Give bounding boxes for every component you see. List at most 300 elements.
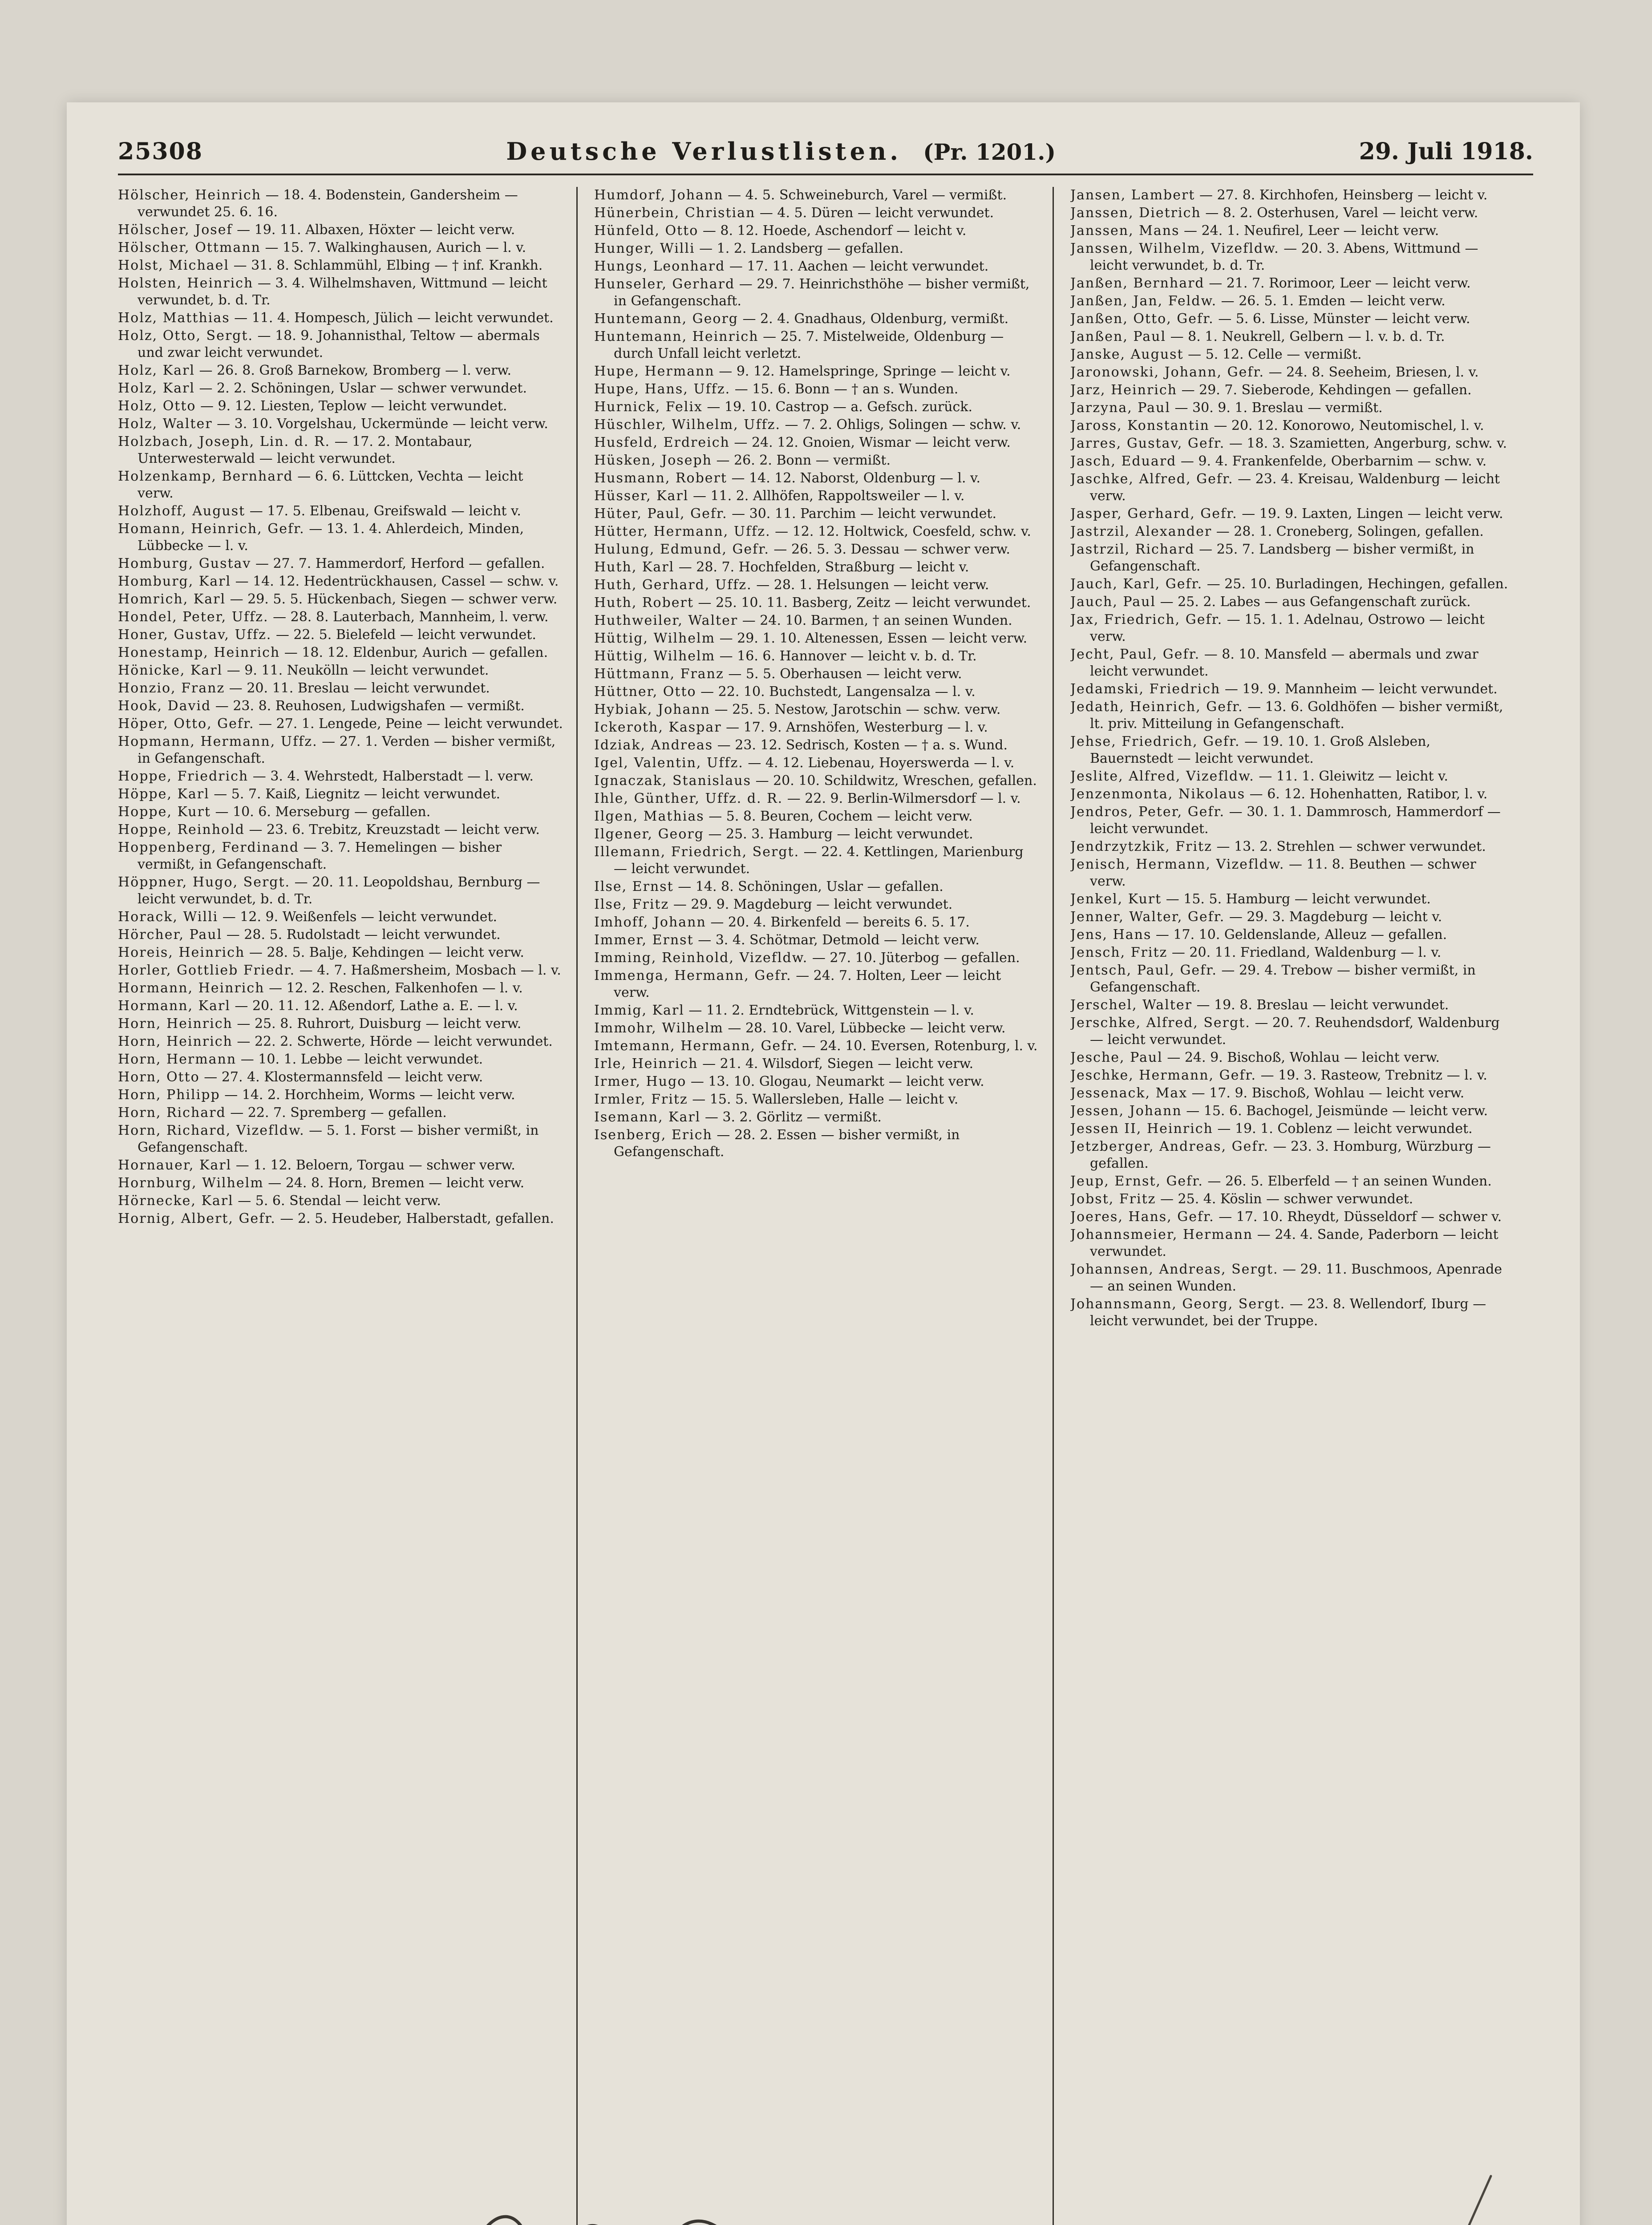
- casualty-details: — 17. 10. Rheydt, Düsseldorf — schwer v.: [1219, 1209, 1502, 1225]
- casualty-entry: [1070, 453, 1515, 470]
- soldier-name: Horn, Heinrich: [118, 1016, 233, 1032]
- casualty-entry: [594, 1038, 1039, 1055]
- soldier-name: Huthweiler, Walter: [594, 613, 738, 628]
- casualty-entry: [118, 874, 563, 908]
- soldier-name: Hondel, Peter, Uffz.: [118, 609, 269, 625]
- page-number: 25308: [118, 138, 203, 165]
- soldier-name: Homburg, Karl: [118, 574, 231, 589]
- soldier-name: Hornburg, Wilhelm: [118, 1175, 264, 1191]
- casualty-entry: [118, 433, 563, 467]
- casualty-details: — 12. 2. Reschen, Falkenhofen — l. v.: [269, 980, 523, 996]
- casualty-entry: [594, 755, 1039, 772]
- casualty-details: — 23. 4. Kreisau, Waldenburg — leicht verw.: [1090, 471, 1500, 504]
- casualty-details: — 15. 6. Bachogel, Jeismünde — leicht verw.: [1186, 1103, 1488, 1119]
- soldier-name: Imtemann, Hermann, Gefr.: [594, 1038, 798, 1054]
- casualty-entry: [1070, 523, 1515, 540]
- casualty-entry: [1070, 804, 1515, 837]
- soldier-name: Janßen, Otto, Gefr.: [1070, 311, 1214, 327]
- casualty-entry: [1070, 997, 1515, 1014]
- casualty-entry: [1070, 1226, 1515, 1260]
- soldier-name: Hoppenberg, Ferdinand: [118, 840, 300, 855]
- casualty-details: — 25. 3. Hamburg — leicht verwundet.: [708, 826, 973, 842]
- casualty-entry: [1070, 1191, 1515, 1208]
- casualty-entry: [118, 768, 563, 785]
- casualty-entry: [594, 878, 1039, 895]
- soldier-name: Homann, Heinrich, Gefr.: [118, 521, 305, 537]
- casualty-entry: [1070, 1261, 1515, 1295]
- casualty-details: — 5. 12. Celle — vermißt.: [1188, 347, 1362, 362]
- casualty-entry: [1070, 400, 1515, 417]
- casualty-details: — 25. 10. 11. Basberg, Zeitz — leicht verwundet.: [698, 595, 1031, 611]
- casualty-details: — 29. 11. Buschmoos, Apenrade — an seinen Wunden.: [1090, 1262, 1502, 1294]
- casualty-details: — 5. 6. Stendal — leicht verw.: [238, 1193, 441, 1209]
- casualty-entry: [594, 896, 1039, 913]
- casualty-details: — 24. 9. Bischoß, Wohlau — leicht verw.: [1167, 1050, 1440, 1065]
- soldier-name: Jendrzytzkik, Fritz: [1070, 839, 1212, 854]
- soldier-name: Jaronowski, Johann, Gefr.: [1070, 364, 1265, 380]
- casualty-details: — 14. 12. Hedentrückhausen, Cassel — schw. v.: [235, 574, 559, 589]
- casualty-entry: [118, 398, 563, 415]
- casualty-details: — 23. 3. Homburg, Würzburg — gefallen.: [1090, 1139, 1491, 1171]
- casualty-details: — 15. 1. 1. Adelnau, Ostrowo — leicht verw.: [1090, 612, 1485, 644]
- casualty-entry: [118, 328, 563, 361]
- casualty-entry: [1070, 944, 1515, 961]
- casualty-details: — 21. 4. Wilsdorf, Siegen — leicht verw.: [702, 1056, 974, 1072]
- casualty-details: — 5. 8. Beuren, Cochem — leicht verw.: [709, 809, 973, 824]
- casualty-entry: [1070, 240, 1515, 274]
- casualty-entry: [1070, 838, 1515, 855]
- casualty-details: — 20. 11. Breslau — leicht verwundet.: [229, 680, 490, 696]
- casualty-details: — 3. 2. Görlitz — vermißt.: [705, 1109, 882, 1125]
- casualty-details: — 2. 4. Gnadhaus, Oldenburg, vermißt.: [742, 311, 1009, 327]
- casualty-entry: [594, 363, 1039, 380]
- casualty-entry: [594, 790, 1039, 807]
- casualty-details: — 6. 12. Hohenhatten, Ratibor, l. v.: [1249, 786, 1488, 802]
- soldier-name: Huth, Robert: [594, 595, 694, 611]
- soldier-name: Hünfeld, Otto: [594, 223, 699, 239]
- casualty-details: — 29. 9. Magdeburg — leicht verwundet.: [673, 897, 953, 912]
- casualty-entry: [118, 1104, 563, 1121]
- casualty-details: — 8. 1. Neukrell, Gelbern — l. v. b. d. Tr.: [1170, 329, 1445, 344]
- soldier-name: Hönicke, Karl: [118, 663, 223, 678]
- casualty-details: — 4. 7. Haßmersheim, Mosbach — l. v.: [299, 963, 561, 978]
- casualty-details: — 27. 1. Lengede, Peine — leicht verwundet.: [259, 716, 563, 732]
- casualty-details: — 28. 5. Balje, Kehdingen — leicht verw.: [249, 945, 524, 960]
- casualty-entry: [1070, 506, 1515, 522]
- casualty-details: — 17. 10. Geldenslande, Alleuz — gefallen.: [1155, 927, 1447, 943]
- casualty-details: — 1. 12. Beloern, Torgau — schwer verw.: [235, 1157, 515, 1173]
- soldier-name: Jedamski, Friedrich: [1070, 681, 1221, 697]
- casualty-entry: [1070, 594, 1515, 611]
- issue-number: (Pr. 1201.): [923, 139, 1056, 165]
- casualty-entry: [594, 452, 1039, 469]
- casualty-entry: [118, 662, 563, 679]
- casualty-entry: [1070, 1103, 1515, 1120]
- casualty-details: — 24. 4. Sande, Paderborn — leicht verwundet.: [1090, 1227, 1498, 1259]
- soldier-name: Jeup, Ernst, Gefr.: [1070, 1173, 1203, 1189]
- casualty-entry: [594, 205, 1039, 222]
- soldier-name: Jenisch, Hermann, Vizefldw.: [1070, 857, 1285, 872]
- soldier-name: Homburg, Gustav: [118, 556, 251, 571]
- casualty-entry: [118, 1069, 563, 1086]
- casualty-entry: [594, 630, 1039, 647]
- casualty-details: — 20. 3. Abens, Wittmund — leicht verwundet, b. d. Tr.: [1090, 241, 1478, 273]
- casualty-details: — 25. 7. Mistelweide, Oldenburg — durch Unfall leicht verletzt.: [614, 329, 1004, 361]
- casualty-details: — 11. 2. Erndtebrück, Wittgenstein — l. v.: [688, 1003, 974, 1018]
- casualty-entry: [594, 932, 1039, 949]
- soldier-name: Jenner, Walter, Gefr.: [1070, 909, 1225, 925]
- casualty-details: — 8. 10. Mansfeld — abermals und zwar leicht verwundet.: [1090, 647, 1478, 679]
- casualty-entry: [594, 1002, 1039, 1019]
- casualty-details: — 27. 7. Hammerdorf, Herford — gefallen.: [255, 556, 545, 571]
- soldier-name: Immig, Karl: [594, 1003, 684, 1018]
- soldier-name: Jerschke, Alfred, Sergt.: [1070, 1015, 1251, 1031]
- soldier-name: Hütter, Hermann, Uffz.: [594, 524, 771, 539]
- soldier-name: Johannsmeier, Hermann: [1070, 1227, 1253, 1242]
- casualty-details: — 28. 8. Lauterbach, Mannheim, l. verw.: [273, 609, 549, 625]
- casualty-details: — 19. 1. Coblenz — leicht verwundet.: [1217, 1121, 1473, 1137]
- soldier-name: Irmler, Fritz: [594, 1092, 688, 1107]
- casualty-entry: [594, 276, 1039, 310]
- soldier-name: Illemann, Friedrich, Sergt.: [594, 844, 800, 860]
- casualty-entry: [594, 1073, 1039, 1090]
- casualty-entry: [118, 503, 563, 520]
- casualty-entry: [594, 1127, 1039, 1161]
- soldier-name: Höper, Otto, Gefr.: [118, 716, 255, 732]
- soldier-name: Hüter, Paul, Gefr.: [594, 506, 728, 522]
- casualty-entry: [118, 1193, 563, 1210]
- column-1: [118, 187, 563, 2225]
- casualty-details: — 24. 8. Horn, Bremen — leicht verw.: [268, 1175, 525, 1191]
- casualty-details: — 19. 9. Laxten, Lingen — leicht verw.: [1242, 506, 1503, 522]
- soldier-name: Jetzberger, Andreas, Gefr.: [1070, 1139, 1269, 1154]
- soldier-name: Jauch, Paul: [1070, 594, 1156, 610]
- casualty-entry: [1070, 435, 1515, 452]
- soldier-name: Jessen II, Heinrich: [1070, 1121, 1213, 1137]
- casualty-entry: [594, 719, 1039, 736]
- casualty-entry: [1070, 1049, 1515, 1066]
- soldier-name: Homrich, Karl: [118, 591, 226, 607]
- soldier-name: Höppe, Karl: [118, 786, 210, 802]
- casualty-details: — 17. 9. Bischoß, Wohlau — leicht verw.: [1191, 1085, 1465, 1101]
- casualty-details: — 22. 2. Schwerte, Hörde — leicht verwundet.: [237, 1034, 553, 1049]
- casualty-details: — 12. 9. Weißenfels — leicht verwundet.: [222, 909, 498, 925]
- casualty-entry: [118, 591, 563, 608]
- casualty-entry: [118, 716, 563, 732]
- casualty-entry: [118, 1033, 563, 1050]
- casualty-details: — 3. 10. Vorgelshau, Uckermünde — leicht verw.: [217, 416, 548, 432]
- soldier-name: Jedath, Heinrich, Gefr.: [1070, 699, 1243, 715]
- soldier-name: Jentsch, Paul, Gefr.: [1070, 963, 1217, 978]
- casualty-details: — 28. 10. Varel, Lübbecke — leicht verw.: [728, 1020, 1006, 1036]
- casualty-entry: [594, 328, 1039, 362]
- soldier-name: Holzenkamp, Bernhard: [118, 469, 293, 484]
- soldier-name: Hungs, Leonhard: [594, 259, 725, 274]
- pencil-scribble: [467, 2189, 734, 2225]
- casualty-details: — 23. 8. Wellendorf, Iburg — leicht verwundet, bei der Truppe.: [1090, 1296, 1486, 1329]
- soldier-name: Hunger, Willi: [594, 241, 695, 256]
- soldier-name: Janßen, Bernhard: [1070, 275, 1205, 291]
- casualty-details: — 10. 1. Lebbe — leicht verwundet.: [240, 1052, 483, 1067]
- casualty-entry: [1070, 611, 1515, 645]
- soldier-name: Huntemann, Heinrich: [594, 329, 759, 344]
- soldier-name: Hölscher, Ottmann: [118, 240, 261, 255]
- soldier-name: Hurnick, Felix: [594, 399, 703, 415]
- casualty-details: — 25. 10. Burladingen, Hechingen, gefallen.: [1207, 576, 1508, 592]
- casualty-details: — 18. 12. Eldenbur, Aurich — gefallen.: [284, 645, 548, 660]
- soldier-name: Immenga, Hermann, Gefr.: [594, 968, 792, 983]
- soldier-name: Hüttig, Wilhelm: [594, 648, 716, 664]
- soldier-name: Jecht, Paul, Gefr.: [1070, 647, 1200, 662]
- casualty-details: — 22. 9. Berlin-Wilmersdorf — l. v.: [787, 791, 1021, 806]
- casualty-entry: [118, 573, 563, 590]
- soldier-name: Holz, Otto, Sergt.: [118, 328, 253, 344]
- soldier-name: Jessen, Johann: [1070, 1103, 1182, 1119]
- casualty-details: — 13. 2. Strehlen — schwer verwundet.: [1216, 839, 1486, 854]
- casualty-details: — 8. 2. Osterhusen, Varel — leicht verw.: [1205, 205, 1478, 221]
- soldier-name: Jasch, Eduard: [1070, 453, 1177, 469]
- soldier-name: Janssen, Mans: [1070, 223, 1180, 239]
- casualty-details: — 9. 12. Hamelspringe, Springe — leicht v.: [719, 364, 1011, 379]
- soldier-name: Hoppe, Kurt: [118, 804, 211, 820]
- casualty-details: — 20. 12. Konorowo, Neutomischel, l. v.: [1214, 418, 1484, 433]
- casualty-details: — 14. 12. Naborst, Oldenburg — l. v.: [731, 470, 980, 486]
- casualty-details: — 3. 4. Schötmar, Detmold — leicht verw.: [698, 932, 980, 948]
- casualty-entry: [118, 786, 563, 803]
- soldier-name: Jastrzil, Richard: [1070, 542, 1195, 557]
- soldier-name: Jarres, Gustav, Gefr.: [1070, 436, 1225, 451]
- casualty-entry: [1070, 926, 1515, 943]
- casualty-entry: [1070, 786, 1515, 803]
- casualty-columns: [118, 187, 1533, 2225]
- soldier-name: Ihle, Günther, Uffz. d. R.: [594, 791, 783, 806]
- casualty-details: — 28. 7. Hochfelden, Straßburg — leicht v.: [678, 559, 969, 575]
- casualty-entry: [118, 468, 563, 502]
- title-group: [506, 137, 1056, 166]
- casualty-details: — 20. 4. Birkenfeld — bereits 6. 5. 17.: [710, 914, 970, 930]
- casualty-entry: [1070, 856, 1515, 890]
- soldier-name: Jendros, Peter, Gefr.: [1070, 804, 1225, 820]
- soldier-name: Hüschler, Wilhelm, Uffz.: [594, 417, 781, 433]
- casualty-entry: [118, 627, 563, 643]
- casualty-entry: [118, 609, 563, 626]
- casualty-entry: [118, 1122, 563, 1156]
- soldier-name: Jerschel, Walter: [1070, 997, 1192, 1013]
- casualty-entry: [1070, 222, 1515, 239]
- pencil-mark: [1446, 2172, 1500, 2225]
- soldier-name: Ilgener, Georg: [594, 826, 704, 842]
- soldier-name: Jesche, Paul: [1070, 1050, 1163, 1065]
- casualty-details: — 22. 4. Kettlingen, Marienburg — leicht verwundet.: [614, 844, 1024, 877]
- soldier-name: Hoppe, Reinhold: [118, 822, 245, 837]
- soldier-name: Hörnecke, Karl: [118, 1193, 234, 1209]
- casualty-entry: [594, 258, 1039, 275]
- column-divider: [576, 187, 578, 2225]
- soldier-name: Hupe, Hans, Uffz.: [594, 381, 731, 397]
- casualty-details: — 13. 1. 4. Ahlerdeich, Minden, Lübbecke — l. v.: [138, 521, 524, 554]
- soldier-name: Hormann, Karl: [118, 998, 231, 1014]
- soldier-name: Holz, Otto: [118, 398, 196, 414]
- soldier-name: Immer, Ernst: [594, 932, 694, 948]
- casualty-details: — 11. 1. Gleiwitz — leicht v.: [1259, 769, 1449, 784]
- casualty-details: — 17. 5. Elbenau, Greifswald — leicht v.: [249, 503, 521, 519]
- casualty-details: — 29. 5. 5. Hückenbach, Siegen — schwer verw.: [230, 591, 558, 607]
- casualty-entry: [118, 222, 563, 239]
- soldier-name: Hölscher, Josef: [118, 222, 233, 238]
- casualty-entry: [118, 555, 563, 572]
- casualty-entry: [1070, 1138, 1515, 1172]
- casualty-entry: [118, 1051, 563, 1068]
- casualty-entry: [1070, 1209, 1515, 1226]
- soldier-name: Isemann, Karl: [594, 1109, 701, 1125]
- soldier-name: Ickeroth, Kaspar: [594, 720, 722, 735]
- casualty-details: — 2. 5. Heudeber, Halberstadt, gefallen.: [280, 1211, 554, 1226]
- casualty-entry: [118, 380, 563, 397]
- soldier-name: Hopmann, Hermann, Uffz.: [118, 734, 318, 749]
- casualty-details: — 23. 12. Sedrisch, Kosten — † a. s. Wund.: [717, 737, 1008, 753]
- soldier-name: Honer, Gustav, Uffz.: [118, 627, 272, 643]
- soldier-name: Johannsmann, Georg, Sergt.: [1070, 1296, 1286, 1312]
- soldier-name: Jax, Friedrich, Gefr.: [1070, 612, 1223, 627]
- soldier-name: Horn, Hermann: [118, 1052, 237, 1067]
- casualty-details: — 29. 4. Trebow — bisher vermißt, in Gefangenschaft.: [1090, 963, 1476, 995]
- soldier-name: Horack, Willi: [118, 909, 219, 925]
- casualty-entry: [1070, 768, 1515, 785]
- soldier-name: Horn, Richard, Vizefldw.: [118, 1123, 305, 1138]
- casualty-entry: [1070, 1067, 1515, 1084]
- casualty-details: — 2. 2. Schöningen, Uslar — schwer verwundet.: [199, 380, 527, 396]
- casualty-details: — 18. 4. Bodenstein, Gandersheim — verwundet 25. 6. 16.: [138, 187, 518, 220]
- casualty-details: — 25. 2. Labes — aus Gefangenschaft zurück.: [1160, 594, 1471, 610]
- casualty-entry: [594, 187, 1039, 204]
- casualty-entry: [118, 821, 563, 838]
- casualty-entry: [594, 1056, 1039, 1072]
- casualty-details: — 1. 2. Landsberg — gefallen.: [699, 241, 904, 256]
- casualty-details: — 14. 8. Schöningen, Uslar — gefallen.: [678, 879, 943, 894]
- casualty-details: — 26. 5. 3. Dessau — schwer verw.: [773, 542, 1010, 557]
- soldier-name: Isenberg, Erich: [594, 1127, 713, 1143]
- casualty-entry: [118, 1157, 563, 1174]
- soldier-name: Jastrzil, Alexander: [1070, 524, 1212, 539]
- soldier-name: Jeschke, Hermann, Gefr.: [1070, 1068, 1257, 1083]
- soldier-name: Holz, Matthias: [118, 310, 230, 326]
- casualty-entry: [594, 1109, 1039, 1126]
- casualty-entry: [594, 541, 1039, 558]
- soldier-name: Höppner, Hugo, Sergt.: [118, 874, 291, 890]
- soldier-name: Huth, Gerhard, Uffz.: [594, 577, 752, 593]
- soldier-name: Holz, Karl: [118, 363, 195, 378]
- casualty-entry: [1070, 382, 1515, 399]
- soldier-name: Ilse, Ernst: [594, 879, 674, 894]
- soldier-name: Irle, Heinrich: [594, 1056, 698, 1072]
- casualty-entry: [1070, 1296, 1515, 1330]
- casualty-details: — 29. 1. 10. Altenessen, Essen — leicht verw.: [719, 631, 1028, 646]
- soldier-name: Horn, Otto: [118, 1069, 200, 1085]
- casualty-details: — 15. 6. Bonn — † an s. Wunden.: [734, 381, 959, 397]
- casualty-entry: [1070, 1121, 1515, 1137]
- casualty-entry: [594, 311, 1039, 328]
- soldier-name: Hulung, Edmund, Gefr.: [594, 542, 769, 557]
- casualty-details: — 15. 5. Hamburg — leicht verwundet.: [1166, 891, 1431, 907]
- soldier-name: Jehse, Friedrich, Gefr.: [1070, 734, 1240, 749]
- soldier-name: Honestamp, Heinrich: [118, 645, 280, 660]
- casualty-entry: [118, 1087, 563, 1104]
- casualty-details: — 3. 4. Wehrstedt, Halberstadt — l. verw.: [252, 769, 534, 784]
- casualty-entry: [1070, 187, 1515, 204]
- soldier-name: Hornauer, Karl: [118, 1157, 232, 1173]
- casualty-details: — 23. 8. Reuhosen, Ludwigshafen — vermißt.: [215, 698, 525, 714]
- publication-title: Deutsche Verlustlisten.: [506, 137, 902, 166]
- casualty-details: — 28. 1. Croneberg, Solingen, gefallen.: [1216, 524, 1484, 539]
- casualty-details: — 28. 2. Essen — bisher vermißt, in Gefangenschaft.: [614, 1127, 960, 1160]
- casualty-details: — 20. 7. Reuhendsdorf, Waldenburg — leicht verwundet.: [1090, 1015, 1500, 1048]
- casualty-details: — 22. 7. Spremberg — gefallen.: [230, 1105, 447, 1121]
- casualty-entry: [594, 1020, 1039, 1037]
- casualty-entry: [118, 804, 563, 821]
- casualty-details: — 13. 10. Glogau, Neumarkt — leicht verw.: [690, 1074, 984, 1089]
- casualty-details: — 29. 3. Magdeburg — leicht v.: [1229, 909, 1442, 925]
- casualty-details: — 17. 9. Arnshöfen, Westerburg — l. v.: [726, 720, 988, 735]
- soldier-name: Hupe, Hermann: [594, 364, 715, 379]
- casualty-entry: [118, 909, 563, 926]
- casualty-entry: [1070, 205, 1515, 222]
- soldier-name: Hüttner, Otto: [594, 684, 696, 700]
- soldier-name: Horn, Philipp: [118, 1087, 220, 1103]
- soldier-name: Joeres, Hans, Gefr.: [1070, 1209, 1215, 1225]
- casualty-entry: [594, 701, 1039, 718]
- casualty-details: — 25. 7. Landsberg — bisher vermißt, in Gefangenschaft.: [1090, 542, 1474, 574]
- casualty-details: — 4. 5. Schweineburch, Varel — vermißt.: [728, 187, 1007, 203]
- casualty-entry: [118, 698, 563, 715]
- casualty-entry: [1070, 1015, 1515, 1048]
- casualty-entry: [118, 944, 563, 961]
- soldier-name: Idziak, Andreas: [594, 737, 713, 753]
- casualty-entry: [594, 506, 1039, 522]
- casualty-entry: [1070, 646, 1515, 680]
- soldier-name: Hüsser, Karl: [594, 488, 689, 504]
- soldier-name: Jenkel, Kurt: [1070, 891, 1162, 907]
- soldier-name: Holz, Karl: [118, 380, 195, 396]
- casualty-details: — 24. 10. Barmen, † an seinen Wunden.: [742, 613, 1012, 628]
- soldier-name: Janßen, Paul: [1070, 329, 1166, 344]
- casualty-details: — 18. 9. Johannisthal, Teltow — abermals und zwar leicht verwundet.: [138, 328, 540, 360]
- casualty-entry: [1070, 471, 1515, 505]
- soldier-name: Holz, Walter: [118, 416, 213, 432]
- casualty-details: — 9. 12. Liesten, Teplow — leicht verwundet.: [200, 398, 507, 414]
- casualty-details: — 27. 4. Klostermannsfeld — leicht verw.: [204, 1069, 483, 1085]
- casualty-entry: [1070, 417, 1515, 434]
- soldier-name: Hüttig, Wilhelm: [594, 631, 716, 646]
- casualty-details: — 25. 5. Nestow, Jarotschin — schw. verw.: [714, 702, 1001, 717]
- casualty-entry: [594, 399, 1039, 416]
- casualty-entry: [594, 417, 1039, 433]
- casualty-details: — 27. 1. Verden — bisher vermißt, in Gefangenschaft.: [138, 734, 556, 766]
- casualty-details: — 4. 5. Düren — leicht verwundet.: [759, 205, 994, 221]
- soldier-name: Jasper, Gerhard, Gefr.: [1070, 506, 1238, 522]
- casualty-details: — 27. 10. Jüterbog — gefallen.: [812, 950, 1020, 966]
- casualty-entry: [118, 362, 563, 379]
- casualty-details: — 11. 2. Allhöfen, Rappoltsweiler — l. v.: [692, 488, 965, 504]
- casualty-details: — 23. 6. Trebitz, Kreuzstadt — leicht verw.: [249, 822, 540, 837]
- casualty-entry: [594, 240, 1039, 257]
- casualty-entry: [118, 239, 563, 256]
- page-header: [118, 134, 1533, 169]
- soldier-name: Jens, Hans: [1070, 927, 1152, 943]
- soldier-name: Imhoff, Johann: [594, 914, 706, 930]
- casualty-details: — 21. 7. Rorimoor, Leer — leicht verw.: [1209, 275, 1471, 291]
- casualty-details: — 30. 1. 1. Dammrosch, Hammerdorf — leicht verwundet.: [1090, 804, 1501, 837]
- soldier-name: Jaross, Konstantin: [1070, 418, 1210, 433]
